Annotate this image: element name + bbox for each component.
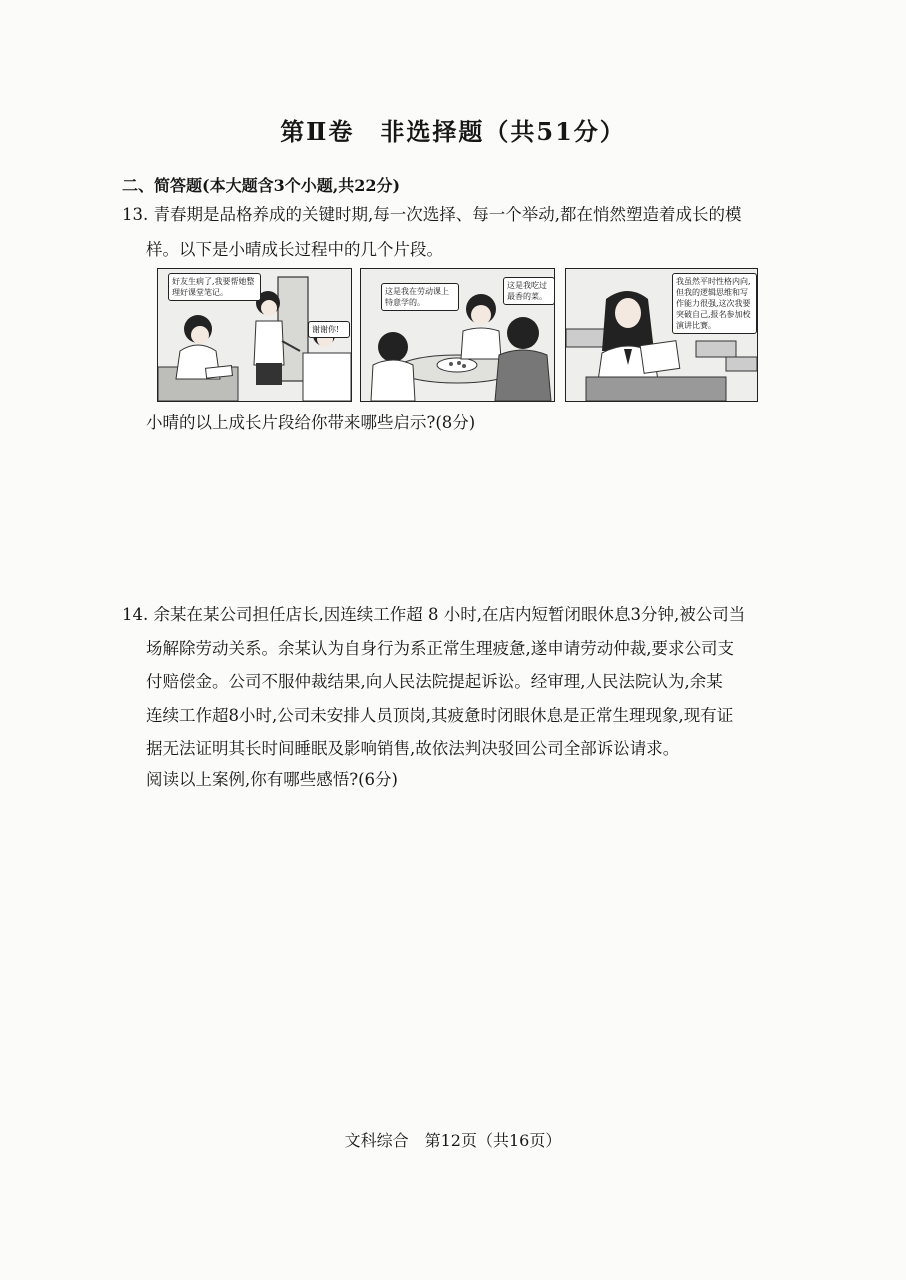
page-footer: 文科综合 第12页（共16页） (344, 1131, 562, 1150)
q14-stem (122, 598, 782, 766)
panel-1-speech-bubble-b: 谢谢你! (308, 321, 350, 338)
section-heading: 二、简答题(本大题含3个小题,共22分) (122, 176, 401, 195)
comic-panel-2 (360, 268, 555, 402)
panel-2-speech-bubble-b: 这是我吃过最香的菜。 (503, 277, 555, 305)
panel-3-speech-bubble: 我虽然平时性格内向,但我的逻辑思维和写作能力很强,这次我要突破自己,报名参加校演讲比赛。 (672, 273, 757, 334)
q13-prompt: 小晴的以上成长片段给你带来哪些启示?(8分) (146, 413, 476, 432)
comic-panel-3 (565, 268, 758, 402)
comic-panel-1 (157, 268, 352, 402)
page-title: 第Ⅱ卷 非选择题（共51分） (280, 117, 626, 146)
q14-line-5: 据无法证明其长时间睡眠及影响销售,故依法判决驳回公司全部诉讼请求。 (146, 739, 680, 758)
q14-line-4: 连续工作超8小时,公司未安排人员顶岗,其疲惫时闭眼休息是正常生理现象,现有证 (146, 705, 734, 725)
panel-1-speech-bubble-a: 好友生病了,我要帮她整理好课堂笔记。 (168, 273, 261, 301)
q14-line-1: 14. 余某在某公司担任店长,因连续工作超 8 小时,在店内短暂闭眼休息3分钟,被公司当 (122, 605, 746, 624)
q13-stem-line-1: 13. 青春期是品格养成的关键时期,每一次选择、每一个举动,都在悄然塑造着成长的模 (122, 205, 742, 224)
panel-2-speech-bubble-a: 这是我在劳动课上特意学的。 (381, 283, 459, 311)
q14-line-2: 场解除劳动关系。余某认为自身行为系正常生理疲惫,遂申请劳动仲裁,要求公司支 (146, 638, 734, 658)
q14-line-3: 付赔偿金。公司不服仲裁结果,向人民法院提起诉讼。经审理,人民法院认为,余某 (146, 672, 723, 691)
q13-stem-line-2: 样。以下是小晴成长过程中的几个片段。 (146, 240, 443, 259)
q14-prompt: 阅读以上案例,你有哪些感悟?(6分) (146, 770, 398, 789)
